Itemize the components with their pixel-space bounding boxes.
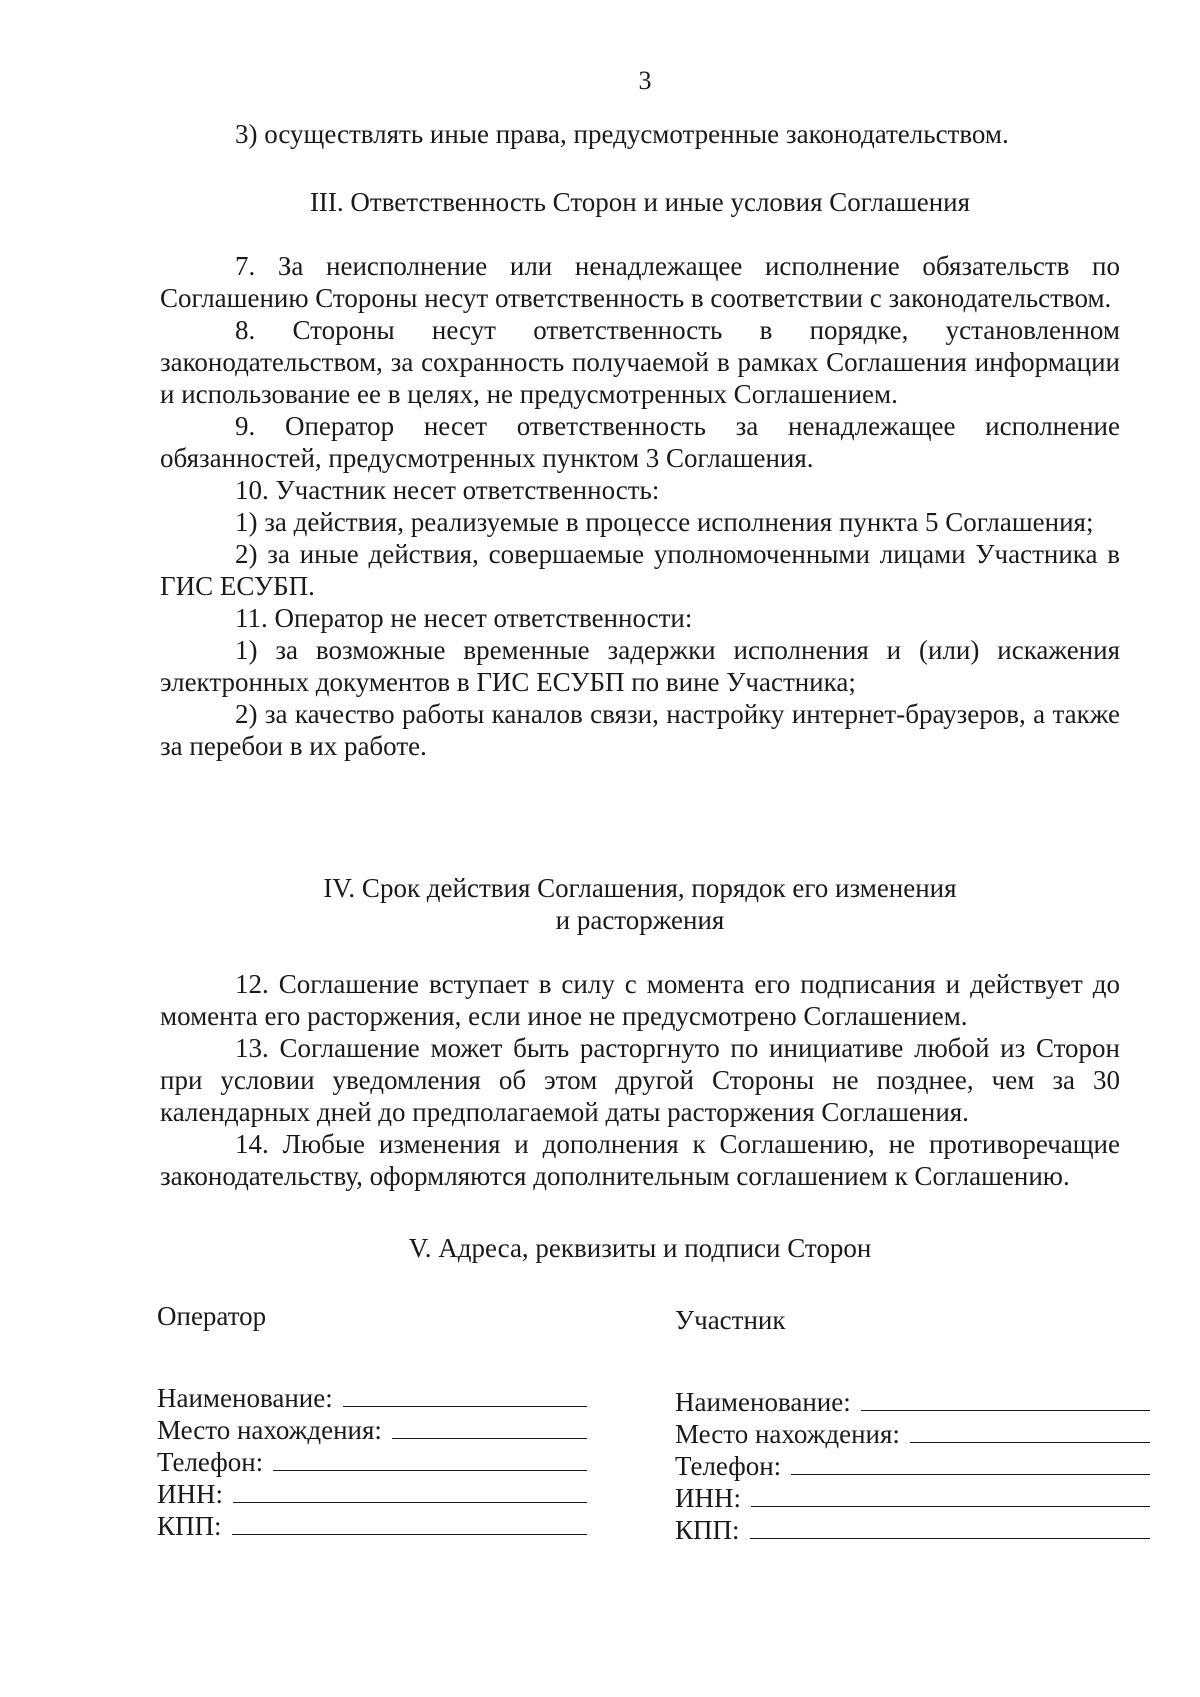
paragraph-10-item-1: 1) за действия, реализуемые в процессе исполнения пункта 5 Соглашения; [235, 507, 1094, 537]
participant-address-field[interactable] [910, 1418, 1150, 1443]
participant-title: Участник [675, 1305, 786, 1335]
participant-phone-label: Телефон: [675, 1451, 782, 1481]
operator-name-label: Наименование: [157, 1383, 333, 1413]
paragraph-11: 11. Оператор не несет ответственности: [235, 603, 693, 633]
paragraph-11-item-1: 1) за возможные временные задержки исполнения и (или) искажения электронных документов в ГИС ЕСУБП по вине Участника; [160, 635, 1120, 697]
operator-kpp-row [157, 1510, 587, 1542]
operator-address-field[interactable] [392, 1414, 587, 1439]
operator-kpp-field[interactable] [232, 1510, 587, 1535]
section5-heading: V. Адреса, реквизиты и подписи Сторон [408, 1233, 872, 1263]
operator-title: Оператор [157, 1301, 267, 1331]
operator-inn-label: ИНН: [157, 1479, 223, 1509]
participant-address-label: Место нахождения: [675, 1419, 900, 1449]
paragraph-14: 14. Любые изменения и дополнения к Соглашению, не противоречащие законодательству, оформляются дополнительным соглашением к Соглашению. [160, 1129, 1120, 1191]
operator-address-label: Место нахождения: [157, 1415, 382, 1445]
operator-phone-field[interactable] [273, 1446, 587, 1471]
participant-inn-label: ИНН: [675, 1483, 741, 1513]
paragraph-8: 8. Стороны несут ответственность в порядке, установленном законодательством, за сохранность получаемой в рамках Соглашения информации и использование ее в целях, не предусмотренных Соглашением. [160, 315, 1120, 409]
operator-inn-field[interactable] [233, 1478, 587, 1503]
paragraph-13: 13. Соглашение может быть расторгнуто по инициативе любой из Сторон при условии уведомления об этом другой Стороны не позднее, чем за 30 календарных дней до предполагаемой даты расторжения Соглашения. [160, 1033, 1120, 1127]
page-number: 3 [638, 66, 652, 95]
participant-kpp-field[interactable] [750, 1514, 1150, 1539]
paragraph-7: 7. За неисполнение или ненадлежащее исполнение обязательств по Соглашению Стороны несут ответственность в соответствии с законодательством. [160, 251, 1120, 313]
operator-kpp-label: КПП: [157, 1511, 222, 1541]
participant-phone-row [675, 1450, 1150, 1482]
section4-body [160, 968, 1120, 1192]
operator-phone-label: Телефон: [157, 1447, 264, 1477]
participant-requisites [675, 1304, 1150, 1546]
paragraph-9: 9. Оператор несет ответственность за ненадлежащее исполнение обязанностей, предусмотренных пунктом 3 Соглашения. [160, 411, 1120, 473]
paragraph-10-item-2: 2) за иные действия, совершаемые уполномоченными лицами Участника в ГИС ЕСУБП. [160, 539, 1120, 601]
participant-name-label: Наименование: [675, 1387, 851, 1417]
participant-inn-field[interactable] [751, 1482, 1150, 1507]
participant-inn-row [675, 1482, 1150, 1514]
operator-phone-row [157, 1446, 587, 1478]
section3-heading-block [160, 186, 1120, 218]
paragraph-11-item-2: 2) за качество работы каналов связи, настройку интернет-браузеров, а также за перебои в их работе. [160, 699, 1120, 761]
operator-inn-row [157, 1478, 587, 1510]
participant-address-row [675, 1418, 1150, 1450]
section3-heading: III. Ответственность Сторон и иные условия Соглашения [309, 187, 971, 217]
operator-name-field[interactable] [343, 1382, 587, 1407]
section4-heading-block [160, 872, 1120, 936]
operator-name-row [157, 1382, 587, 1414]
intro-line: 3) осуществлять иные права, предусмотренные законодательством. [235, 119, 1009, 149]
participant-phone-field[interactable] [791, 1450, 1150, 1475]
participant-kpp-row [675, 1514, 1150, 1546]
paragraph-12: 12. Соглашение вступает в силу с момента его подписания и действует до момента его расторжения, если иное не предусмотрено Соглашением. [160, 969, 1120, 1031]
section3-body [160, 250, 1120, 762]
participant-kpp-label: КПП: [675, 1515, 740, 1545]
operator-address-row [157, 1414, 587, 1446]
intro-block [160, 118, 1120, 150]
participant-name-field[interactable] [861, 1386, 1150, 1411]
operator-requisites [157, 1300, 587, 1542]
participant-name-row [675, 1386, 1150, 1418]
section4-heading-line1: IV. Срок действия Соглашения, порядок его изменения [323, 873, 957, 903]
section4-heading-line2: и расторжения [555, 905, 725, 935]
paragraph-10: 10. Участник несет ответственность: [235, 475, 660, 505]
section5-heading-block [160, 1232, 1120, 1264]
